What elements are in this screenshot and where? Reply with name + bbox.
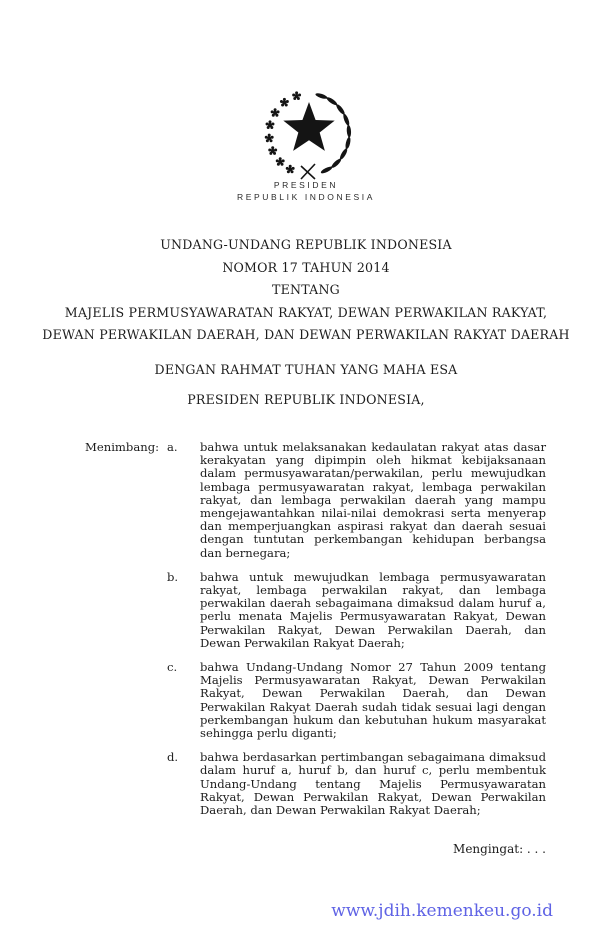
document-title (0, 234, 612, 347)
consideration-item-b (85, 571, 546, 650)
consideration-item-d (85, 751, 546, 817)
considerations-label-spacer (85, 661, 167, 740)
title-line-law-name: UNDANG-UNDANG REPUBLIK INDONESIA (160, 237, 452, 252)
title-line-subject-1: MAJELIS PERMUSYAWARATAN RAKYAT, DEWAN PERWAKILAN RAKYAT, (64, 304, 548, 320)
consideration-item-a (85, 441, 546, 560)
item-text: bahwa berdasarkan pertimbangan sebagaimana dimaksud dalam huruf a, huruf b, dan huruf c, perlu membentuk Undang-Undang tentang Majelis Permusyawaratan Rakyat, Dewan Perwakilan Rakyat, Dewan Perwakilan Daerah, dan Dewan Perwakilan Rakyat Daerah; (200, 750, 546, 818)
considerations-section (85, 441, 546, 817)
item-letter: c. (167, 660, 178, 675)
title-line-subject-2: DEWAN PERWAKILAN DAERAH, DAN DEWAN PERWAKILAN RAKYAT DAERAH (42, 327, 570, 343)
invocation-line: DENGAN RAHMAT TUHAN YANG MAHA ESA (154, 362, 458, 377)
item-letter: b. (167, 569, 179, 584)
footer-link[interactable]: www.jdih.kemenkeu.go.id (331, 901, 553, 921)
star-icon (283, 102, 334, 151)
title-line-tentang: TENTANG (272, 282, 340, 298)
item-text: bahwa untuk melaksanakan kedaulatan rakyat atas dasar kerakyatan yang dipimpin oleh hikmat kebijaksanaan dalam permusyawaratan/perwakilan, perlu mewujudkan lembaga permusyawaratan rakyat, lembaga perwakilan rakyat, dan lembaga perwakilan daerah yang mampu mengejawantahkan nilai-nilai demokrasi serta menyerap dan memperjuangkan aspirasi rakyat dan daerah sesuai dengan tuntutan perkembangan kehidupan berbangsa dan bernegara; (200, 440, 546, 560)
authority-line: PRESIDEN REPUBLIK INDONESIA, (187, 392, 425, 407)
consideration-item-c (85, 661, 546, 740)
star-wreath-icon (250, 90, 362, 182)
considerations-label-spacer (85, 751, 167, 817)
continuation-marker: Mengingat: . . . (453, 842, 546, 856)
title-line-number-year: NOMOR 17 TAHUN 2014 (222, 259, 390, 275)
presidential-emblem (250, 90, 362, 182)
item-text: bahwa Undang-Undang Nomor 27 Tahun 2009 tentang Majelis Permusyawaratan Rakyat, Dewan Perwakilan Rakyat, Dewan Perwakilan Daerah, dan Dewan Perwakilan Rakyat Daerah sudah tidak sesuai lagi dengan perkembangan hukum dan kebutuhan hukum masyarakat sehingga perlu diganti; (200, 660, 546, 741)
item-letter: a. (167, 440, 178, 454)
item-text: bahwa untuk mewujudkan lembaga permusyawaratan rakyat, lembaga perwakilan rakyat, dan lembaga perwakilan daerah sebagaimana dimaksud dalam huruf a, perlu menata Majelis Permusyawaratan Rakyat, Dewan Perwakilan Rakyat, Dewan Perwakilan Daerah, dan Dewan Perwakilan Rakyat Daerah; (200, 569, 546, 650)
letterhead (0, 179, 612, 203)
considerations-label: Menimbang: (85, 440, 160, 454)
considerations-label-spacer (85, 571, 167, 650)
letterhead-line-presiden: PRESIDEN (273, 180, 339, 190)
letterhead-line-republik-indonesia: REPUBLIK INDONESIA (237, 192, 375, 202)
item-letter: d. (167, 750, 179, 765)
